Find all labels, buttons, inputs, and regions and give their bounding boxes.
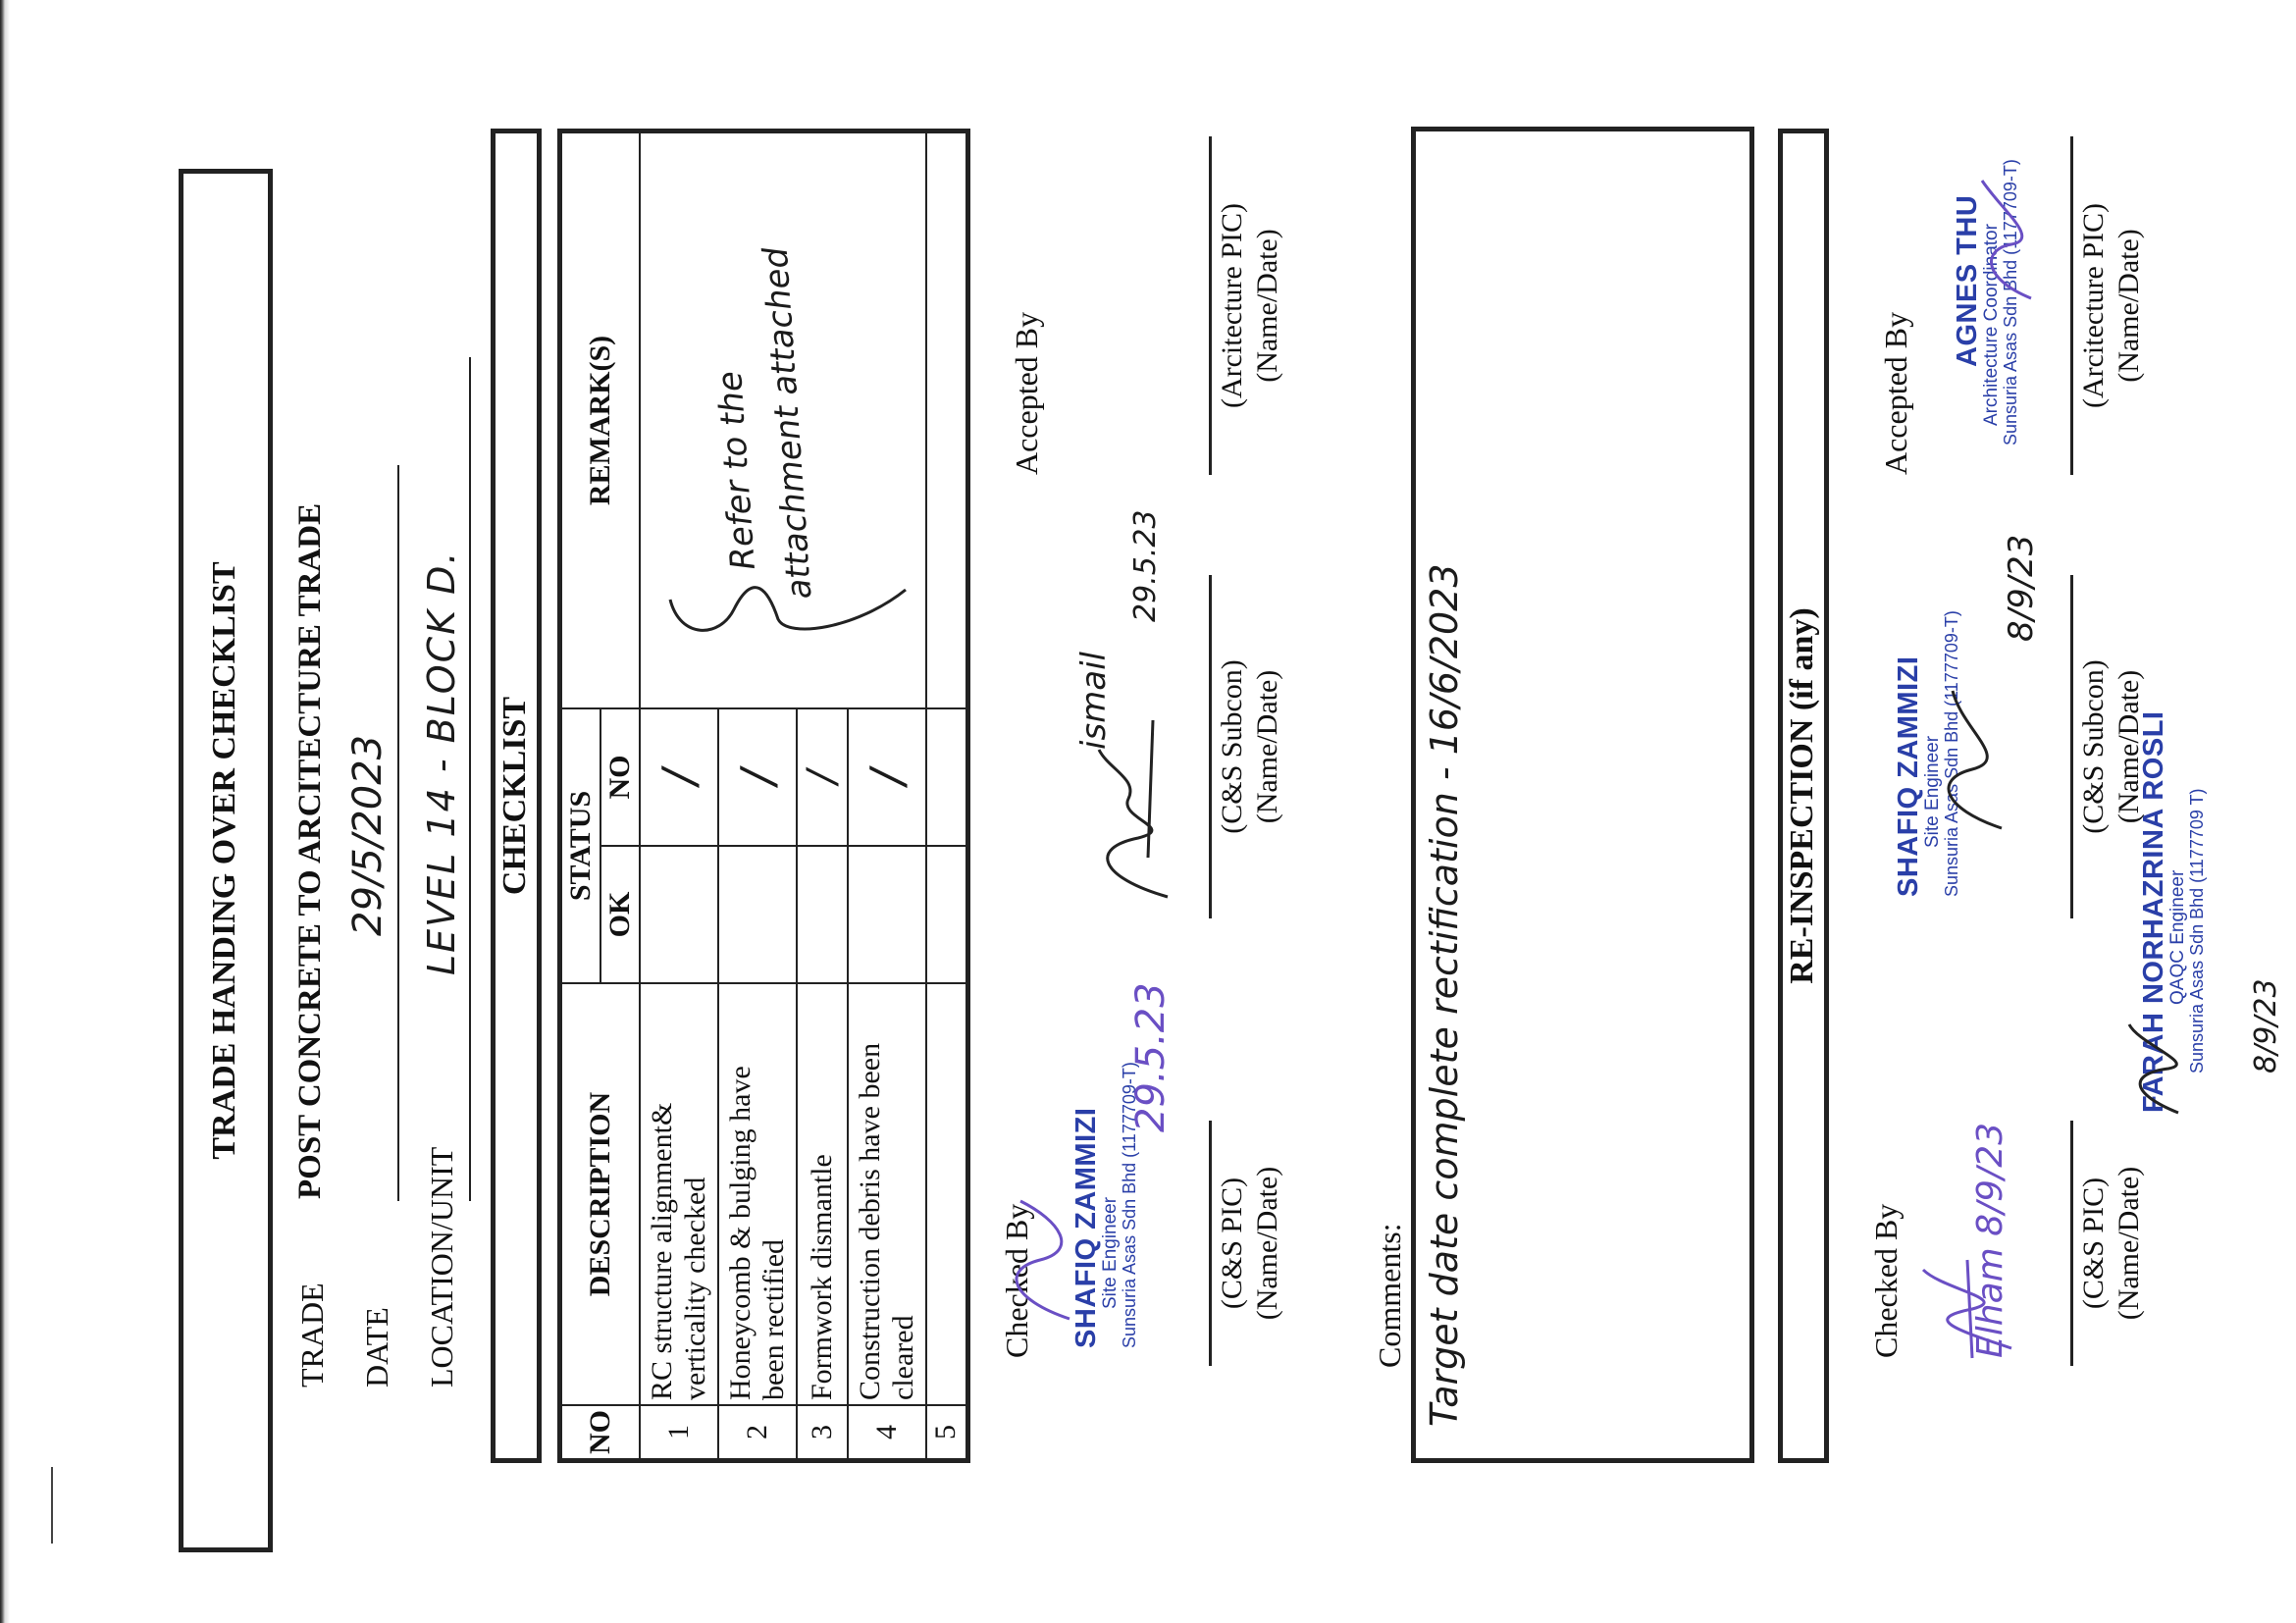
trade-label: TRADE	[294, 1283, 330, 1387]
stamp-company: Sunsuria Asas Sdn Bhd (1177709 T)	[2187, 788, 2208, 1073]
stamp-role: Site Engineer	[1100, 1196, 1122, 1309]
date-value: 29/5/2023	[345, 734, 391, 936]
table-row	[926, 131, 967, 1461]
table-header-row	[560, 131, 601, 1461]
reinspection-subcon-role: (C&S Subcon)	[2077, 659, 2110, 834]
remark-line: Refer to the	[709, 369, 764, 572]
stamp-company: Sunsuria Asas Sdn Bhd (1177709-T)	[1942, 610, 1962, 897]
reinspection-arch-role: (Arcitecture PIC)	[2077, 202, 2110, 409]
qaqc-hand-date: 8/9/23	[2249, 978, 2283, 1073]
row-ok	[718, 846, 797, 983]
row-ok	[797, 846, 848, 983]
reinspection-arch-caption	[2076, 136, 2147, 475]
reinspection-subcon-hand-date: 8/9/23	[2002, 534, 2041, 642]
comments-label: Comments:	[1372, 1223, 1407, 1368]
row-description	[797, 983, 848, 1405]
col-no-status-header: NO	[600, 708, 640, 846]
subcon-signature-line	[1209, 575, 1212, 918]
pic-signature-line	[1209, 1121, 1212, 1366]
col-status-header: STATUS	[560, 708, 601, 983]
accepted-by-label: Accepted By	[1009, 311, 1044, 475]
table-row	[640, 131, 718, 1461]
row-description	[718, 983, 797, 1405]
pic-role: (C&S PIC)	[1216, 1177, 1248, 1310]
reinspection-pic-name-date: (Name/Date)	[2113, 1166, 2145, 1321]
reinspection-checked-by-label: Checked By	[1868, 1203, 1904, 1358]
reinspection-subcon-caption	[2076, 575, 2147, 918]
reinspection-subcon-signature-line	[2070, 575, 2073, 918]
row-no-mark	[926, 708, 967, 846]
subcon-name-date: (Name/Date)	[1251, 669, 1283, 824]
reinspection-accepted-by-label: Accepted By	[1878, 311, 1913, 475]
arch-role: (Arcitecture PIC)	[1216, 202, 1248, 409]
row-no-mark: /	[797, 708, 848, 846]
stamp-role: Site Engineer	[1922, 735, 1944, 848]
stamp-name: FARAH NORHAZRINA ROSLI	[2138, 710, 2169, 1113]
checklist-table	[557, 129, 970, 1463]
row-description-line: been rectified	[757, 1238, 790, 1400]
stamp-role: Architecture Coordinator	[1981, 224, 2003, 426]
pic-caption	[1215, 1121, 1285, 1366]
pic-hand-date: 29.5.23	[1128, 982, 1174, 1132]
subcon-hand-name: ismail	[1074, 651, 1114, 750]
col-remarks-header: REMARK(S)	[560, 131, 641, 709]
reinspection-heading: RE-INSPECTION (if any)	[1784, 607, 1820, 984]
subcon-caption	[1215, 575, 1285, 918]
pic-signature-icon	[1001, 1191, 1089, 1329]
stamp-name: SHAFIQ ZAMMIZI	[1070, 1107, 1102, 1348]
location-value: LEVEL 14 - BLOCK D.	[420, 550, 463, 975]
row-description-line: Construction debris have been	[854, 1042, 886, 1400]
reinspection-pic-signature-line	[2070, 1121, 2073, 1366]
trade-value: POST CONCRETE TO ARCITECTURE TRADE	[292, 502, 328, 1199]
arch-signature-icon	[1972, 171, 2051, 308]
row-number: 3	[797, 1405, 848, 1461]
col-no-header: NO	[560, 1405, 641, 1461]
stamp-role: QAQC Engineer	[2167, 869, 2189, 1005]
row-description-line: Formwork dismantle	[806, 1154, 838, 1400]
location-underline	[469, 357, 471, 1201]
reinspection-pic-role: (C&S PIC)	[2077, 1177, 2110, 1310]
comments-text: Target date complete rectification - 16/6/2023	[1423, 563, 1466, 1427]
arch-caption	[1215, 136, 1285, 475]
row-description-line: verticality checked	[679, 1177, 711, 1400]
row-no-mark: /	[848, 708, 926, 846]
reinspection-subcon-name-date: (Name/Date)	[2113, 669, 2145, 824]
subcon-hand-date: 29.5.23	[1128, 509, 1163, 622]
row-ok	[848, 846, 926, 983]
qaqc-signature-icon	[2119, 1015, 2198, 1123]
arch-signature-line	[1209, 136, 1212, 475]
form-title: TRADE HANDING OVER CHECKLIST	[206, 561, 242, 1160]
remark-brace-icon	[660, 560, 915, 678]
row-description-line: cleared	[887, 1315, 919, 1400]
row-remarks-empty	[926, 131, 967, 709]
row-number: 1	[640, 1405, 718, 1461]
row-number: 4	[848, 1405, 926, 1461]
reinspection-subcon-signature-icon	[1923, 681, 2021, 838]
row-description-line: Honeycomb & bulging have	[724, 1066, 757, 1400]
subcon-role: (C&S Subcon)	[1216, 659, 1248, 834]
stamp-name: AGNES THU	[1952, 194, 1983, 367]
row-description-line: RC structure alignment&	[646, 1102, 678, 1400]
checklist-heading: CHECKLIST	[496, 696, 533, 896]
date-underline	[397, 465, 399, 1201]
row-no-mark: /	[718, 708, 797, 846]
row-remarks	[640, 131, 926, 709]
remark-line: attachment attached	[756, 245, 820, 601]
row-number: 2	[718, 1405, 797, 1461]
col-ok-header: OK	[600, 846, 640, 983]
checked-by-label: Checked By	[999, 1203, 1034, 1358]
reinspection-arch-name-date: (Name/Date)	[2113, 229, 2145, 383]
stamp-name: SHAFIQ ZAMMIZI	[1893, 655, 1924, 897]
row-ok	[926, 846, 967, 983]
reinspection-pic-hand: Elham 8/9/23	[1970, 1122, 2010, 1358]
row-ok	[640, 846, 718, 983]
col-description-header: DESCRIPTION	[560, 983, 641, 1405]
row-description	[640, 983, 718, 1405]
row-number: 5	[926, 1405, 967, 1461]
reinspection-arch-signature-line	[2070, 136, 2073, 475]
stamp-company: Sunsuria Asas Sdn Bhd (1177709-T)	[1120, 1062, 1140, 1348]
row-description	[848, 983, 926, 1405]
reinspection-pic-caption	[2076, 1121, 2147, 1366]
arch-name-date: (Name/Date)	[1251, 229, 1283, 383]
pic-name-date: (Name/Date)	[1251, 1166, 1283, 1321]
row-no-mark: /	[640, 708, 718, 846]
row-description	[926, 983, 967, 1405]
location-label: LOCATION/UNIT	[424, 1146, 459, 1387]
date-label: DATE	[359, 1307, 394, 1387]
stamp-company: Sunsuria Asas Sdn Bhd (1177709-T)	[2001, 159, 2021, 445]
